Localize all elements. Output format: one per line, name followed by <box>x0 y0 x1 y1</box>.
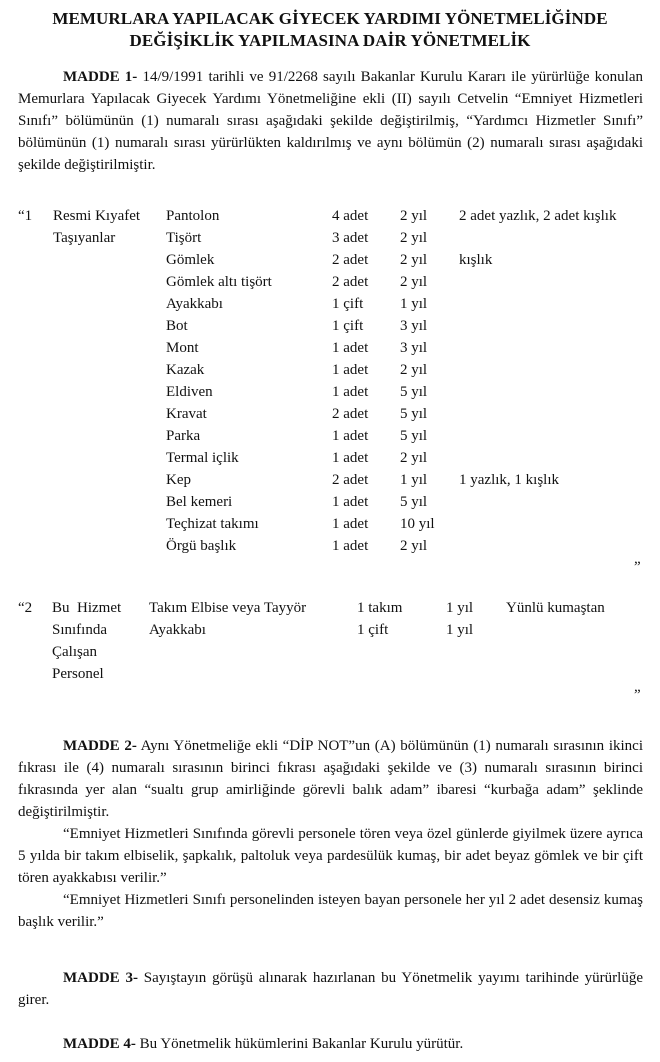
item-name: Tişört <box>166 230 202 246</box>
item-duration: 5 yıl <box>400 428 428 444</box>
item-note: Yünlü kumaştan <box>506 600 605 616</box>
table-row <box>18 491 648 513</box>
item-qty: 1 adet <box>332 538 369 554</box>
madde-1-label: MADDE 1- <box>63 69 138 85</box>
category-label: Taşıyanlar <box>53 230 116 246</box>
item-qty: 1 çift <box>357 622 389 638</box>
item-name: Gömlek <box>166 252 215 268</box>
item-name: Kravat <box>166 406 207 422</box>
item-qty: 1 çift <box>332 296 364 312</box>
madde-4-label: MADDE 4- <box>63 1036 136 1052</box>
category-label: Sınıfında <box>52 622 107 638</box>
table-2 <box>18 597 648 685</box>
item-qty: 1 adet <box>332 516 369 532</box>
table-1 <box>18 205 648 557</box>
table-row <box>18 513 648 535</box>
item-qty: 2 adet <box>332 252 369 268</box>
item-qty: 3 adet <box>332 230 369 246</box>
madde-3-label: MADDE 3- <box>63 970 138 986</box>
item-duration: 3 yıl <box>400 340 428 356</box>
item-duration: 5 yıl <box>400 494 428 510</box>
item-duration: 10 yıl <box>400 516 435 532</box>
madde-3-paragraph <box>18 967 643 1011</box>
table-row <box>18 469 648 491</box>
table-row <box>18 619 648 641</box>
item-note: 2 adet yazlık, 2 adet kışlık <box>459 208 617 224</box>
item-duration: 2 yıl <box>400 252 428 268</box>
madde-2-paragraph <box>18 735 643 823</box>
table-row <box>18 249 648 271</box>
madde-2-label: MADDE 2- <box>63 738 137 754</box>
item-duration: 1 yıl <box>400 472 428 488</box>
item-duration: 1 yıl <box>446 600 474 616</box>
item-name: Takım Elbise veya Tayyör <box>149 600 307 616</box>
item-qty: 1 adet <box>332 340 369 356</box>
table-row <box>18 597 648 619</box>
item-name: Ayakkabı <box>166 296 223 312</box>
item-duration: 2 yıl <box>400 538 428 554</box>
item-duration: 2 yıl <box>400 450 428 466</box>
madde-2-quote-1: “Emniyet Hizmetleri Sınıfında görevli personele tören veya özel günlerde giyilmek üzere ayrıca 5 yılda bir takım elbiselik, şapkalık, paltoluk veya pardesülük kumaş, bir adet beyaz gömlek ve bir çift tören ayakkabısı verilir.” <box>18 826 643 886</box>
item-duration: 2 yıl <box>400 230 428 246</box>
item-qty: 1 adet <box>332 450 369 466</box>
item-qty: 2 adet <box>332 472 369 488</box>
title-line-2: DEĞİŞİKLİK YAPILMASINA DAİR YÖNETMELİK <box>129 31 531 50</box>
madde-1-text: 14/9/1991 tarihli ve 91/2268 sayılı Bakanlar Kurulu Kararı ile yürürlüğe konulan Memurlara Yapılacak Giyecek Yardımı Yönetmeliğine ekli (II) sayılı Cetvelin “Emniyet Hizmetleri Sınıfı” bölümünün (1) numaralı sırası aşağıdaki şekilde değiştirilmiş, “Yardımcı Hizmetler Sınıfı” bölümünün (1) numaralı sırası yürürlükten kaldırılmış ve aynı bölümün (2) numaralı sırası aşağıdaki şekilde değiştirilmiştir. <box>18 69 644 173</box>
madde-2-quote-2: “Emniyet Hizmetleri Sınıfı personelinden isteyen bayan personele her yıl 2 adet desensiz kumaş başlık verilir.” <box>18 892 643 930</box>
item-name: Bot <box>166 318 188 334</box>
row-number: “2 <box>18 600 33 616</box>
item-name: Mont <box>166 340 199 356</box>
table-row <box>18 315 648 337</box>
table-row <box>18 337 648 359</box>
item-qty: 2 adet <box>332 406 369 422</box>
table-row <box>18 663 648 685</box>
madde-1-paragraph <box>18 66 643 176</box>
table-2-close-quote: ” <box>634 687 641 703</box>
item-duration: 1 yıl <box>400 296 428 312</box>
item-qty: 1 adet <box>332 362 369 378</box>
item-name: Kep <box>166 472 191 488</box>
madde-4-text: Bu Yönetmelik hükümlerini Bakanlar Kurulu yürütür. <box>135 1036 464 1052</box>
table-row <box>18 227 648 249</box>
title-line-1: MEMURLARA YAPILACAK GİYECEK YARDIMI YÖNETMELİĞİNDE <box>52 9 608 28</box>
madde-4-paragraph <box>18 1033 643 1055</box>
table-row <box>18 641 648 663</box>
table-row <box>18 403 648 425</box>
item-qty: 1 adet <box>332 384 369 400</box>
madde-3-text: Sayıştayın görüşü alınarak hazırlanan bu Yönetmelik yayımı tarihinde yürürlüğe girer. <box>18 970 643 1008</box>
item-name: Örgü başlık <box>166 538 237 554</box>
item-name: Kazak <box>166 362 205 378</box>
item-qty: 4 adet <box>332 208 369 224</box>
row-number: “1 <box>18 208 33 224</box>
item-note: 1 yazlık, 1 kışlık <box>459 472 559 488</box>
item-duration: 5 yıl <box>400 384 428 400</box>
item-qty: 1 takım <box>357 600 403 616</box>
table-row <box>18 293 648 315</box>
item-name: Bel kemeri <box>166 494 233 510</box>
item-qty: 2 adet <box>332 274 369 290</box>
item-name: Ayakkabı <box>149 622 206 638</box>
item-duration: 2 yıl <box>400 274 428 290</box>
table-row <box>18 359 648 381</box>
table-row <box>18 425 648 447</box>
table-row <box>18 535 648 557</box>
item-duration: 2 yıl <box>400 208 428 224</box>
item-duration: 3 yıl <box>400 318 428 334</box>
item-name: Pantolon <box>166 208 220 224</box>
item-qty: 1 adet <box>332 494 369 510</box>
table-row <box>18 381 648 403</box>
item-duration: 1 yıl <box>446 622 474 638</box>
category-label: Çalışan <box>52 644 97 660</box>
table-1-close-quote: ” <box>634 559 641 575</box>
category-label: Bu Hizmet <box>52 600 122 616</box>
item-name: Gömlek altı tişört <box>166 274 272 290</box>
item-duration: 2 yıl <box>400 362 428 378</box>
category-label: Resmi Kıyafet <box>53 208 141 224</box>
table-row <box>18 447 648 469</box>
category-label: Personel <box>52 666 104 682</box>
table-row <box>18 205 648 227</box>
item-name: Teçhizat takımı <box>166 516 259 532</box>
document-title <box>20 8 640 52</box>
item-note: kışlık <box>459 252 493 268</box>
table-row <box>18 271 648 293</box>
madde-2-text: Aynı Yönetmeliğe ekli “DİP NOT”un (A) bölümünün (1) numaralı sırasının ikinci fıkrası ile (4) numaralı sırasının birinci fıkrası aşağıdaki şekilde ve (3) numaralı sırasının birinci fıkrasında yer alan “sualtı grup amirliğinde görevli balık adam” ibaresi “kurbağa adam” şeklinde değiştirilmiştir. <box>18 738 644 820</box>
item-name: Eldiven <box>166 384 213 400</box>
item-duration: 5 yıl <box>400 406 428 422</box>
item-name: Parka <box>166 428 201 444</box>
item-qty: 1 çift <box>332 318 364 334</box>
item-name: Termal içlik <box>166 450 239 466</box>
item-qty: 1 adet <box>332 428 369 444</box>
